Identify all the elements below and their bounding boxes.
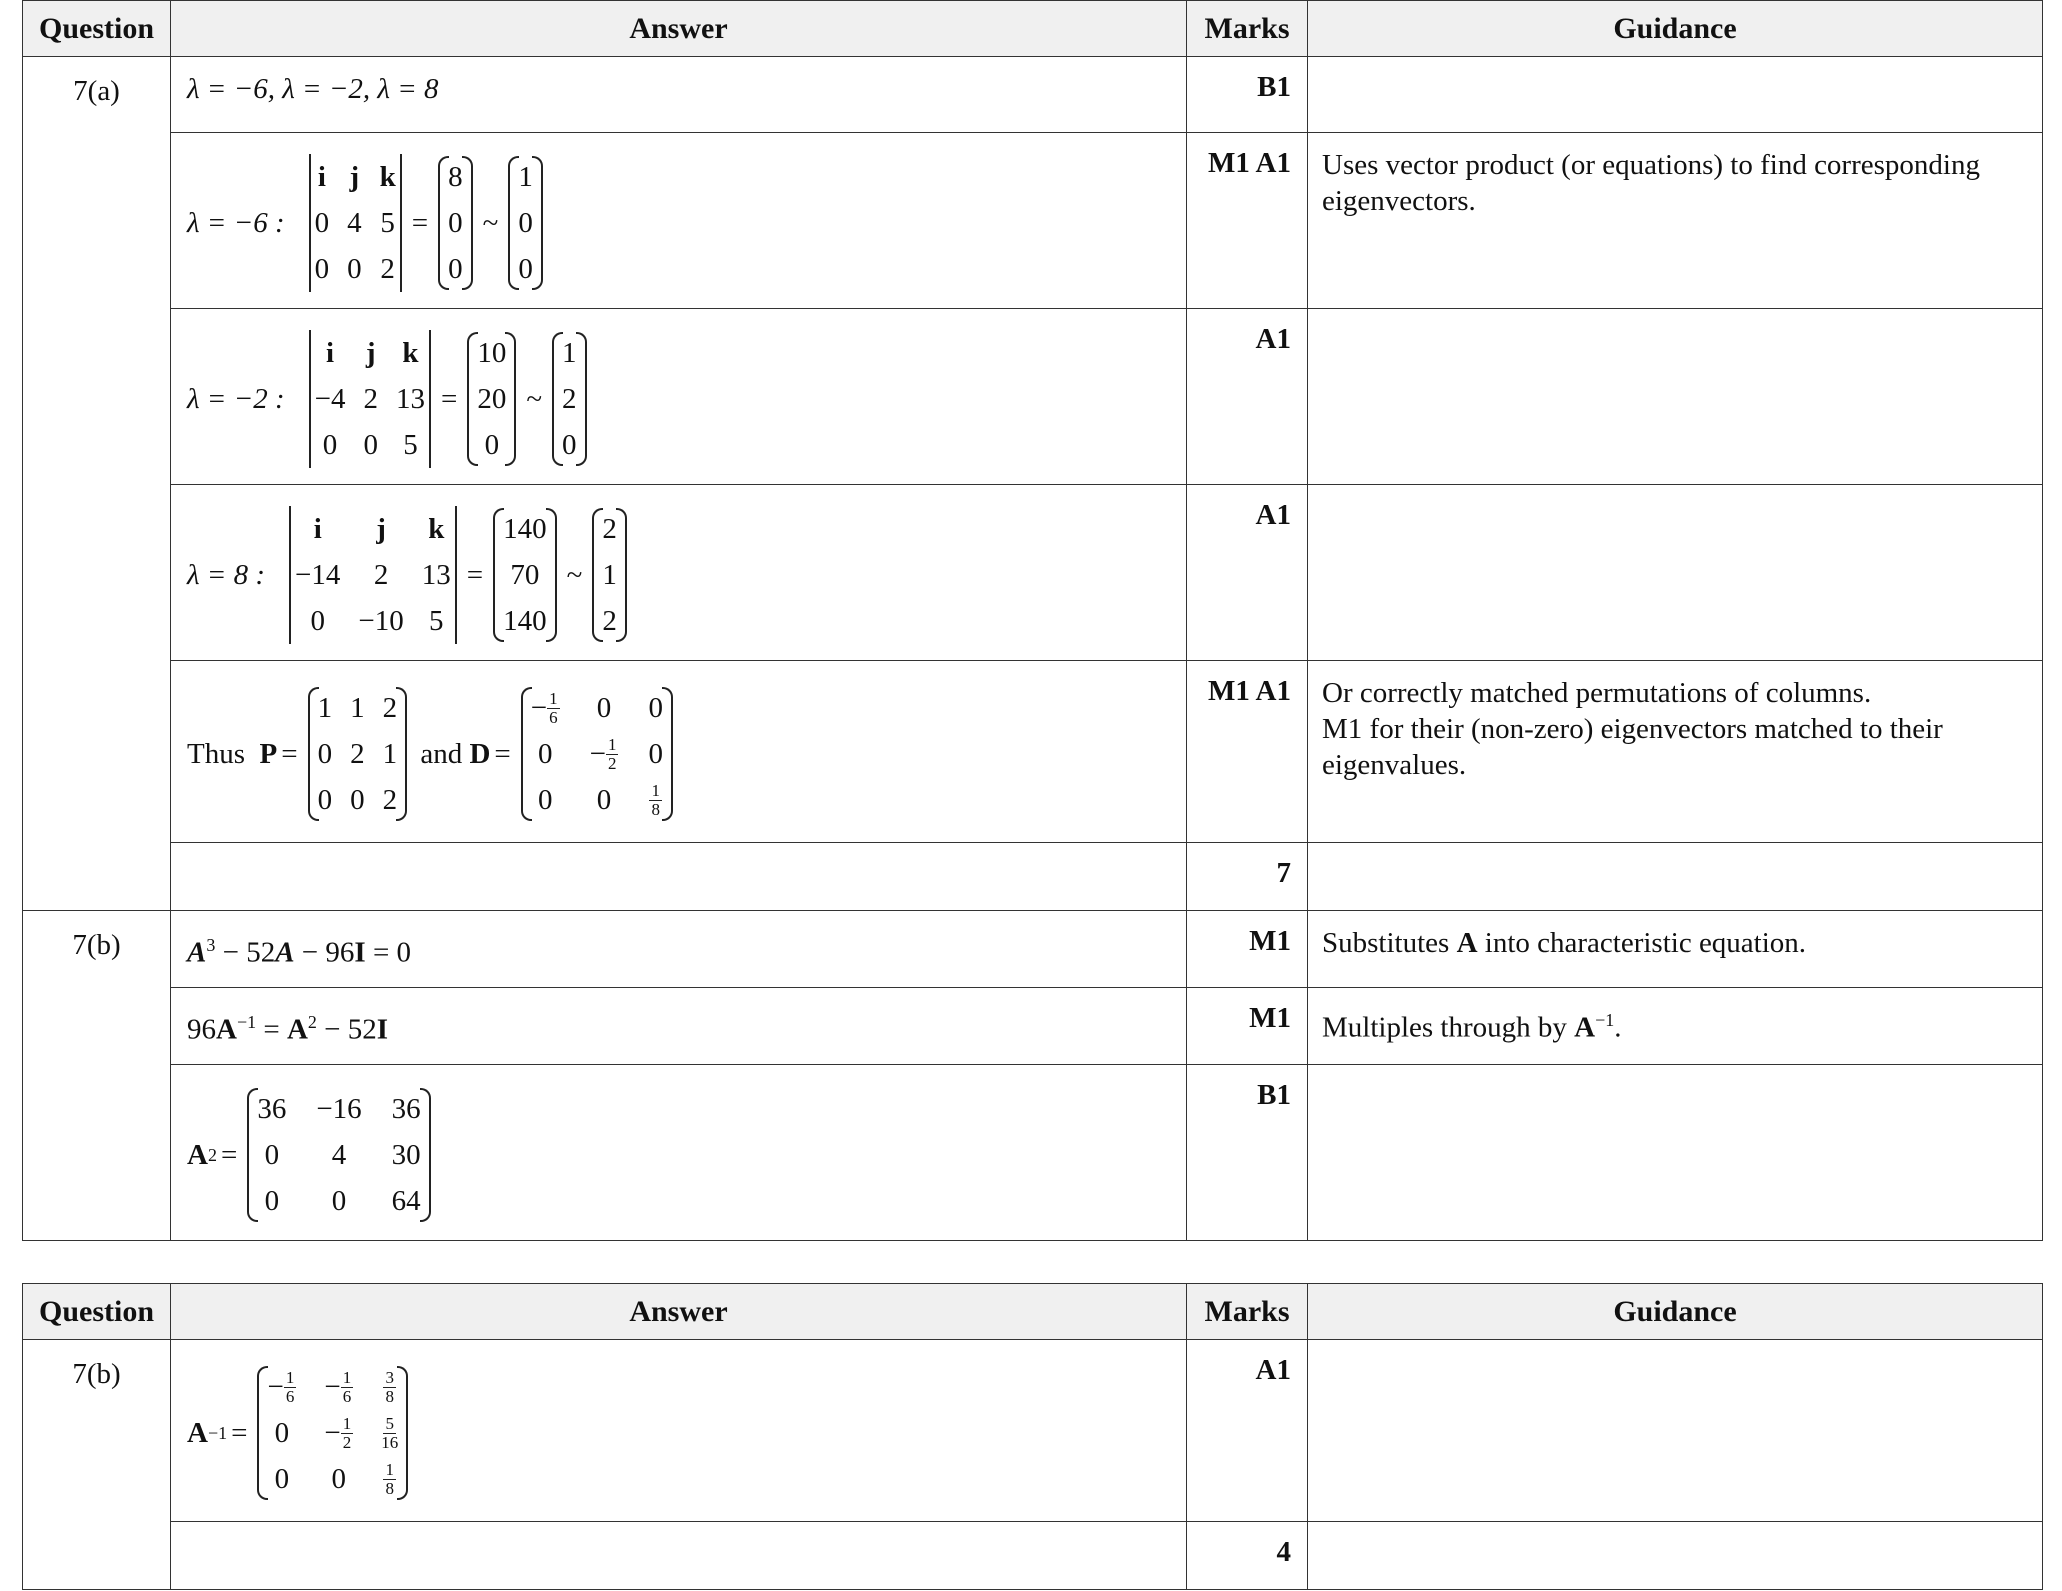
- row-eigenvector-1: [23, 133, 2043, 309]
- matrix-p: [308, 685, 408, 823]
- ev2-product-vector: [467, 330, 516, 468]
- matrix-cell: − $\frac{1}{2}$: [324, 1413, 352, 1452]
- answer-total-b: [171, 1522, 1187, 1590]
- matrix-cell: 0: [264, 1138, 280, 1171]
- row-total-a: [23, 843, 2043, 911]
- guidance-total-a: [1308, 843, 2043, 911]
- matrix-cell: 0: [596, 691, 612, 724]
- ev1-eigenvector: [508, 154, 543, 292]
- mark-total-a: 7: [1187, 843, 1308, 911]
- guidance-inverse-eq: Multiples through by $A^{-1}$.: [1308, 988, 2043, 1065]
- header-row: [23, 1, 2043, 57]
- det-cell: 4: [347, 206, 362, 239]
- guidance-bold-a: A: [1456, 927, 1478, 959]
- vec-cell: 140: [503, 604, 547, 637]
- det-cell: 13: [421, 558, 451, 591]
- inverse-eq-text: $96A^{-1} = A^2 - 52I$: [187, 1012, 389, 1046]
- row-char-eq: [23, 911, 2043, 988]
- a2-label: A: [187, 1138, 208, 1171]
- ev3-label: λ = 8 :: [187, 558, 266, 591]
- answer-eigenvector-1: λ = −6 : i j k 0 4 5 0 0 2 = 8 0 0 ~ 1 0 0: [171, 133, 1187, 309]
- guidance-eigenvalues: [1308, 57, 2043, 133]
- vec-cell: 140: [503, 512, 547, 545]
- vec-cell: 0: [484, 428, 500, 461]
- matrix-cell: 0: [648, 737, 663, 770]
- d-label: D: [469, 737, 491, 770]
- vec-cell: 0: [518, 206, 533, 239]
- matrix-cell: 36: [257, 1092, 287, 1125]
- guidance-text: Substitutes: [1322, 927, 1450, 959]
- det-cell: −4: [314, 382, 346, 415]
- mark-eigenvector-3: A1: [1187, 485, 1308, 661]
- vec-cell: 8: [448, 160, 463, 193]
- guidance-eigenvector-3: [1308, 485, 2043, 661]
- det-cell: 0: [322, 428, 338, 461]
- vec-cell: 1: [602, 558, 617, 591]
- det-cell: 5: [429, 604, 444, 637]
- vec-cell: 2: [602, 512, 617, 545]
- matrix-cell: 36: [391, 1092, 421, 1125]
- matrix-cell: − $\frac{1}{6}$: [530, 688, 558, 727]
- ev1-product-vector: [438, 154, 473, 292]
- answer-eigenvalues: [171, 57, 1187, 133]
- answer-inverse-eq: [171, 988, 1187, 1065]
- mark-a-squared: B1: [1187, 1065, 1308, 1241]
- det-cell: i: [313, 512, 322, 545]
- matrix-cell: − $\frac{1}{2}$: [589, 734, 617, 773]
- det-cell: 0: [314, 206, 330, 239]
- ainv-label: A: [187, 1416, 208, 1449]
- matrix-cell: 0: [317, 783, 333, 816]
- guidance-text: Multiples through by: [1322, 1011, 1567, 1044]
- row-p-and-d: [23, 661, 2043, 843]
- answer-total-a: [171, 843, 1187, 911]
- vec-cell: 2: [602, 604, 617, 637]
- guidance-line-2: M1 for their (non-zero) eigenvectors matched to their eigenvalues.: [1322, 713, 1943, 781]
- matrix-cell: 0: [274, 1416, 290, 1449]
- mark-scheme-table-2: [22, 1283, 2043, 1590]
- header-row: [23, 1284, 2043, 1340]
- header-answer: Answer: [171, 1284, 1187, 1340]
- det-cell: i: [317, 160, 326, 193]
- ev3-eigenvector: [592, 506, 627, 644]
- header-guidance: Guidance: [1308, 1, 2043, 57]
- matrix-cell: $\frac{5}{16}$: [381, 1413, 399, 1452]
- header-marks: Marks: [1187, 1, 1308, 57]
- ev2-label: λ = −2 :: [187, 382, 285, 415]
- guidance-a-squared: [1308, 1065, 2043, 1241]
- vec-cell: 1: [518, 160, 533, 193]
- matrix-cell: 0: [264, 1184, 280, 1217]
- vec-cell: 2: [562, 382, 577, 415]
- row-a-squared: [23, 1065, 2043, 1241]
- det-cell: k: [428, 512, 445, 545]
- vec-cell: 0: [448, 252, 463, 285]
- mark-p-and-d: M1 A1: [1187, 661, 1308, 843]
- matrix-cell: 0: [537, 783, 553, 816]
- matrix-cell: 64: [391, 1184, 421, 1217]
- ev1-determinant: [309, 154, 402, 292]
- and-text: and: [420, 737, 463, 770]
- det-cell: k: [402, 336, 419, 369]
- row-a-inverse: [23, 1340, 2043, 1522]
- header-guidance: Guidance: [1308, 1284, 2043, 1340]
- header-question: Question: [23, 1284, 171, 1340]
- det-cell: 13: [395, 382, 425, 415]
- guidance-eigenvector-2: [1308, 309, 2043, 485]
- ev1-label: λ = −6 :: [187, 206, 285, 239]
- guidance-total-b: [1308, 1522, 2043, 1590]
- det-cell: 2: [380, 252, 395, 285]
- matrix-d: [521, 685, 673, 823]
- matrix-cell: $\frac{3}{8}$: [385, 1367, 394, 1406]
- question-7b-cont: 7(b): [23, 1340, 171, 1590]
- guidance-eigenvector-1: Uses vector product (or equations) to find corresponding eigenvectors.: [1308, 133, 2043, 309]
- matrix-cell: $\frac{1}{8}$: [385, 1459, 394, 1498]
- p-label: P: [259, 737, 278, 770]
- matrix-a-squared: [247, 1086, 430, 1224]
- question-7b: 7(b): [23, 911, 171, 1241]
- matrix-cell: 0: [331, 1184, 347, 1217]
- matrix-cell: 1: [317, 691, 333, 724]
- matrix-cell: 0: [648, 691, 663, 724]
- matrix-cell: 2: [382, 691, 398, 724]
- answer-eigenvector-2: λ = −2 : i j k −4 2 13 0 0 5 = 10 20 0 ~ 1 2 0: [171, 309, 1187, 485]
- ev2-determinant: [309, 330, 431, 468]
- det-cell: 2: [363, 382, 378, 415]
- guidance-char-eq: [1308, 911, 2043, 988]
- det-cell: k: [379, 160, 396, 193]
- matrix-cell: − $\frac{1}{6}$: [267, 1367, 295, 1406]
- mark-eigenvector-1: M1 A1: [1187, 133, 1308, 309]
- matrix-cell: 4: [331, 1138, 347, 1171]
- det-cell: −10: [358, 604, 404, 637]
- row-inverse-eq: [23, 988, 2043, 1065]
- answer-a-inverse: A −1 = − $\frac{1}{6}$ − $\frac{1}{6}$ $\frac{3}{8}$ 0 − $\frac{1}{2}$ $\frac{5}{16}$ 0 0 $\frac{1}{8}$: [171, 1340, 1187, 1522]
- char-eq-text: $A^3 - 52A - 96I = 0$: [187, 935, 412, 969]
- eigenvalues-text: λ = −6, λ = −2, λ = 8: [187, 73, 439, 105]
- det-cell: 5: [403, 428, 418, 461]
- det-cell: −14: [295, 558, 341, 591]
- vec-cell: 20: [477, 382, 507, 415]
- matrix-cell: 0: [317, 737, 333, 770]
- matrix-cell: 1: [382, 737, 398, 770]
- det-cell: 0: [347, 252, 362, 285]
- guidance-text: into characteristic equation.: [1484, 927, 1807, 959]
- matrix-cell: 0: [350, 783, 365, 816]
- vec-cell: 70: [510, 558, 540, 591]
- det-cell: 0: [310, 604, 325, 637]
- matrix-cell: 2: [350, 737, 365, 770]
- mark-eigenvalues: B1: [1187, 57, 1308, 133]
- row-total-b: [23, 1522, 2043, 1590]
- matrix-cell: 30: [391, 1138, 421, 1171]
- mark-scheme-table-1: [22, 0, 2043, 1241]
- mark-char-eq: M1: [1187, 911, 1308, 988]
- matrix-cell: 0: [331, 1462, 346, 1495]
- mark-eigenvector-2: A1: [1187, 309, 1308, 485]
- question-7a: 7(a): [23, 57, 171, 911]
- matrix-cell: 0: [596, 783, 612, 816]
- det-cell: 5: [380, 206, 395, 239]
- matrix-cell: 2: [382, 783, 398, 816]
- mark-total-b: 4: [1187, 1522, 1308, 1590]
- answer-char-eq: [171, 911, 1187, 988]
- matrix-cell: 0: [274, 1462, 290, 1495]
- header-answer: Answer: [171, 1, 1187, 57]
- row-eigenvalues: [23, 57, 2043, 133]
- row-eigenvector-3: [23, 485, 2043, 661]
- det-cell: 0: [363, 428, 378, 461]
- det-cell: i: [326, 336, 335, 369]
- det-cell: j: [365, 336, 376, 369]
- guidance-p-and-d: [1308, 661, 2043, 843]
- ev3-product-vector: [493, 506, 557, 644]
- vec-cell: 0: [518, 252, 533, 285]
- vec-cell: 1: [562, 336, 577, 369]
- guidance-a-inverse: [1308, 1340, 2043, 1522]
- vec-cell: 0: [448, 206, 463, 239]
- header-question: Question: [23, 1, 171, 57]
- det-cell: j: [349, 160, 360, 193]
- ev2-eigenvector: [552, 330, 587, 468]
- matrix-cell: −16: [316, 1092, 362, 1125]
- vec-cell: 10: [477, 336, 507, 369]
- matrix-cell: 0: [537, 737, 553, 770]
- matrix-a-inverse: [257, 1364, 408, 1502]
- vec-cell: 0: [562, 428, 577, 461]
- det-cell: 0: [314, 252, 330, 285]
- matrix-cell: 1: [350, 691, 365, 724]
- matrix-cell: $\frac{1}{8}$: [651, 780, 660, 819]
- det-cell: 2: [373, 558, 389, 591]
- guidance-line-1: Or correctly matched permutations of columns.: [1322, 677, 1872, 709]
- thus-text: Thus: [187, 737, 245, 770]
- answer-eigenvector-3: λ = 8 : i j k −14 2 13 0 −10 5 = 140 70 140 ~ 2 1 2: [171, 485, 1187, 661]
- mark-a-inverse: A1: [1187, 1340, 1308, 1522]
- matrix-cell: − $\frac{1}{6}$: [324, 1367, 352, 1406]
- row-eigenvector-2: [23, 309, 2043, 485]
- mark-inverse-eq: M1: [1187, 988, 1308, 1065]
- answer-p-and-d: Thus P = 1 1 2 0 2 1 0 0 2 and D = − $\frac{1}{6}$ 0 0 0 − $\frac{1}{2}$ 0 0 0 $\frac{1}{8}$: [171, 661, 1187, 843]
- det-cell: j: [376, 512, 386, 545]
- ev3-determinant: [289, 506, 457, 644]
- answer-a-squared: A 2 = 36 −16 36 0 4 30 0 0 64: [171, 1065, 1187, 1241]
- header-marks: Marks: [1187, 1284, 1308, 1340]
